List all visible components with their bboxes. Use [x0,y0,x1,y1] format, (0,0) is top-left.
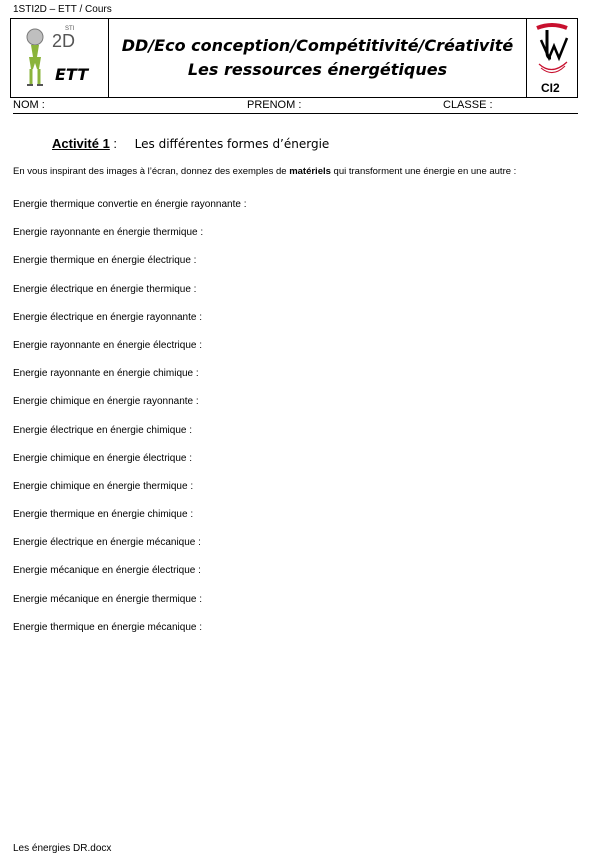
question-item: Energie chimique en énergie thermique : [13,480,194,492]
intro-after: qui transforment une énergie en une autre : [330,166,517,177]
school-logo-icon [533,22,571,80]
question-list [13,198,246,649]
sti2d-logo-text: 2D [52,31,76,51]
activity-label: Activité 1 [52,136,110,151]
intro-bold: matériels [289,166,331,177]
question-item: Energie rayonnante en énergie chimique : [13,368,199,380]
question-item: Energie électrique en énergie mécanique : [13,537,201,549]
question-item: Energie chimique en énergie rayonnante : [13,396,199,408]
ci-label: CI2 [541,81,560,95]
question-item: Energie électrique en énergie chimique : [13,424,192,436]
activity-title: Les différentes formes d’énergie [134,137,330,151]
nom-field: NOM : [13,99,45,111]
question-item: Energie thermique en énergie chimique : [13,509,194,521]
sti-logo-small: STI [65,26,75,32]
classe-field: CLASSE : [443,99,493,111]
identification-row [13,99,578,114]
title-line-1: DD/Eco conception/Compétitivité/Créativité [121,36,514,55]
question-item: Energie rayonnante en énergie thermique : [13,227,204,239]
footer-filename: Les énergies DR.docx [13,843,112,854]
header-note: 1STI2D – ETT / Cours [13,4,112,15]
question-item: Energie mécanique en énergie thermique : [13,593,203,605]
ett-label: ETT [55,65,89,84]
question-item: Energie thermique en énergie électrique : [13,255,197,267]
instructions-paragraph [13,166,516,177]
activity-heading [52,136,329,151]
question-item: Energie thermique convertie en énergie rayonnante : [13,199,247,210]
header-left-cell [11,19,109,97]
intro-before: En vous inspirant des images à l’écran, donnez des exemples de [13,166,290,177]
header-title-cell [109,19,527,97]
header-right-cell [527,19,577,97]
question-item: Energie rayonnante en énergie électrique : [13,339,203,351]
title-line-2: Les ressources énergétiques [187,60,448,79]
document-header [10,18,578,98]
question-item: Energie mécanique en énergie électrique : [13,565,201,577]
question-item: Energie électrique en énergie thermique : [13,283,197,295]
question-item: Energie électrique en énergie rayonnante : [13,311,203,323]
question-item: Energie thermique en énergie mécanique : [13,621,203,633]
prenom-field: PRENOM : [247,99,302,111]
question-item: Energie chimique en énergie électrique : [13,452,192,464]
activity-colon: : [109,136,118,151]
